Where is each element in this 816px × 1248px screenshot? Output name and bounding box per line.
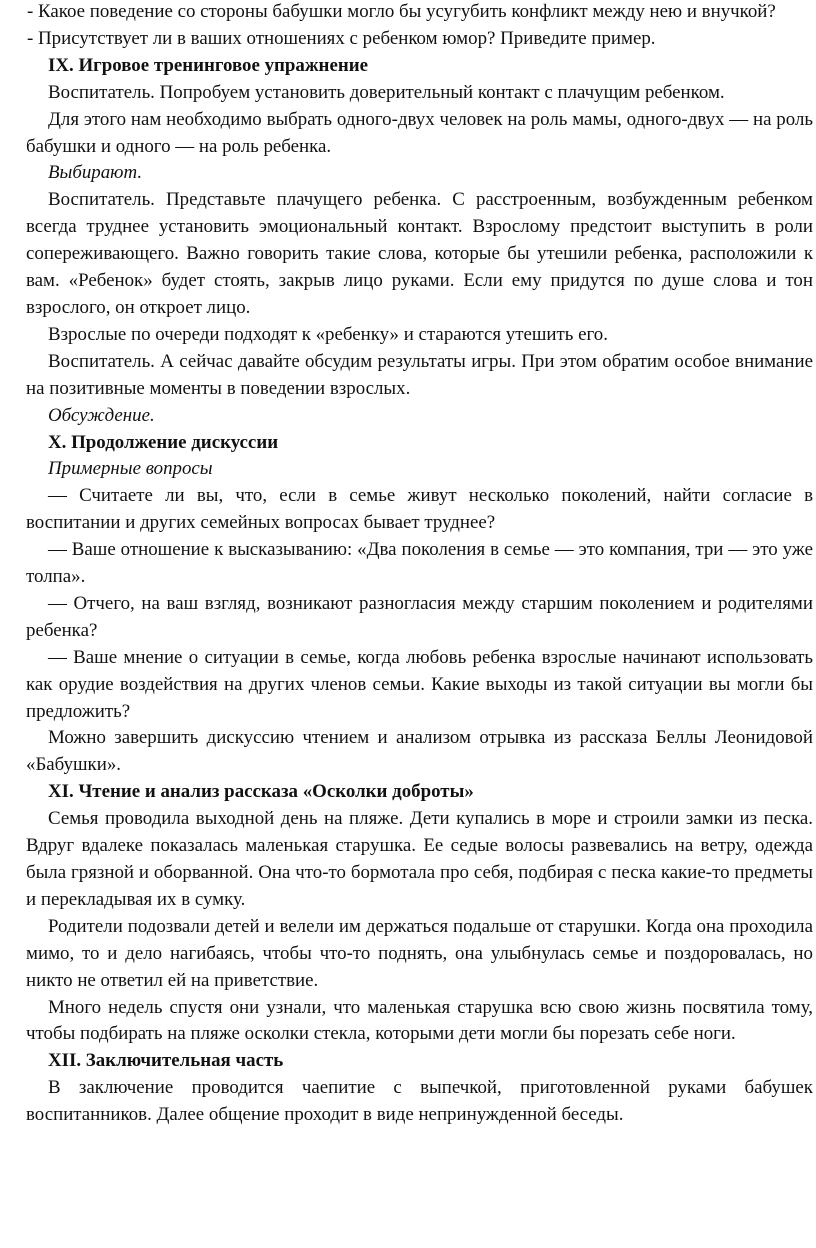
question-item: - Присутствует ли в ваших отношениях с ребенком юмор? Приведите пример. (27, 27, 656, 49)
stage-direction: Обсуждение. (48, 404, 155, 426)
stage-direction: Выбирают. (48, 162, 143, 184)
paragraph: В заключение проводится чаепитие с выпечкой, приготовленной руками бабушек воспитанников. Далее общение проходит в виде непринужденной беседы. (26, 1077, 813, 1126)
section-heading-xii: XII. Заключительная часть (48, 1050, 284, 1072)
paragraph: Воспитатель. Представьте плачущего ребенка. С расстроенным, возбужденным ребенком всегда труднее установить эмоциональный контакт. Взрослому предстоит выступить в роли сопереживающего. Важно говорить такие слова, которые бы утешили ребенка, расположили к вам. «Ребенок» будет стоять, закрыв лицо руками. Если ему придутся по душе слова и тон взрослого, он откроет лицо. (26, 189, 813, 318)
paragraph: Воспитатель. Попробуем установить доверительный контакт с плачущим ребенком. (48, 81, 725, 103)
question-item: — Ваше мнение о ситуации в семье, когда любовь ребенка взрослые начинают использовать как орудие воздействия на других членов семьи. Какие выходы из такой ситуации вы могли бы предложить? (26, 646, 813, 722)
paragraph: Для этого нам необходимо выбрать одного-двух человек на роль мамы, одного-двух — на роль бабушки и одного — на роль ребенка. (26, 108, 813, 157)
section-heading-xi: XI. Чтение и анализ рассказа «Осколки доброты» (48, 781, 474, 803)
paragraph: Взрослые по очереди подходят к «ребенку» и стараются утешить его. (48, 323, 608, 345)
paragraph: Семья проводила выходной день на пляже. Дети купались в море и строили замки из песка. Вдруг вдалеке показалась маленькая старушка. Ее седые волосы развевались на ветру, одежда была грязной и оборванной. Она что-то бормотала про себя, подбирая с песка какие-то предметы и перекладывая их в сумку. (26, 808, 813, 910)
question-item: — Ваше отношение к высказыванию: «Два поколения в семье — это компания, три — это уже толпа». (26, 539, 813, 588)
section-heading-ix: IX. Игровое тренинговое упражнение (48, 54, 368, 76)
paragraph: Воспитатель. А сейчас давайте обсудим результаты игры. При этом обратим особое внимание на позитивные моменты в поведении взрослых. (26, 350, 813, 399)
paragraph: Много недель спустя они узнали, что маленькая старушка всю свою жизнь посвятила тому, чтобы подбирать на пляже осколки стекла, которыми дети могли бы порезать себе ноги. (26, 996, 813, 1045)
question-item: — Считаете ли вы, что, если в семье живут несколько поколений, найти согласие в воспитании и других семейных вопросах бывает труднее? (26, 485, 813, 534)
section-heading-x: X. Продолжение дискуссии (48, 431, 279, 453)
question-item: — Отчего, на ваш взгляд, возникают разногласия между старшим поколением и родителями ребенка? (26, 592, 813, 641)
question-item: - Какое поведение со стороны бабушки могло бы усугубить конфликт между нею и внучкой? (27, 1, 776, 22)
paragraph: Родители подозвали детей и велели им держаться подальше от старушки. Когда она проходила мимо, то и дело нагибаясь, чтобы что-то поднять, она улыбнулась семье и поздоровалась, но никто не ответил ей на приветствие. (26, 915, 813, 991)
paragraph: Можно завершить дискуссию чтением и анализом отрывка из рассказа Беллы Леонидовой «Бабушки». (26, 727, 813, 776)
subheading-italic: Примерные вопросы (48, 458, 213, 480)
document-body (26, 0, 813, 1129)
